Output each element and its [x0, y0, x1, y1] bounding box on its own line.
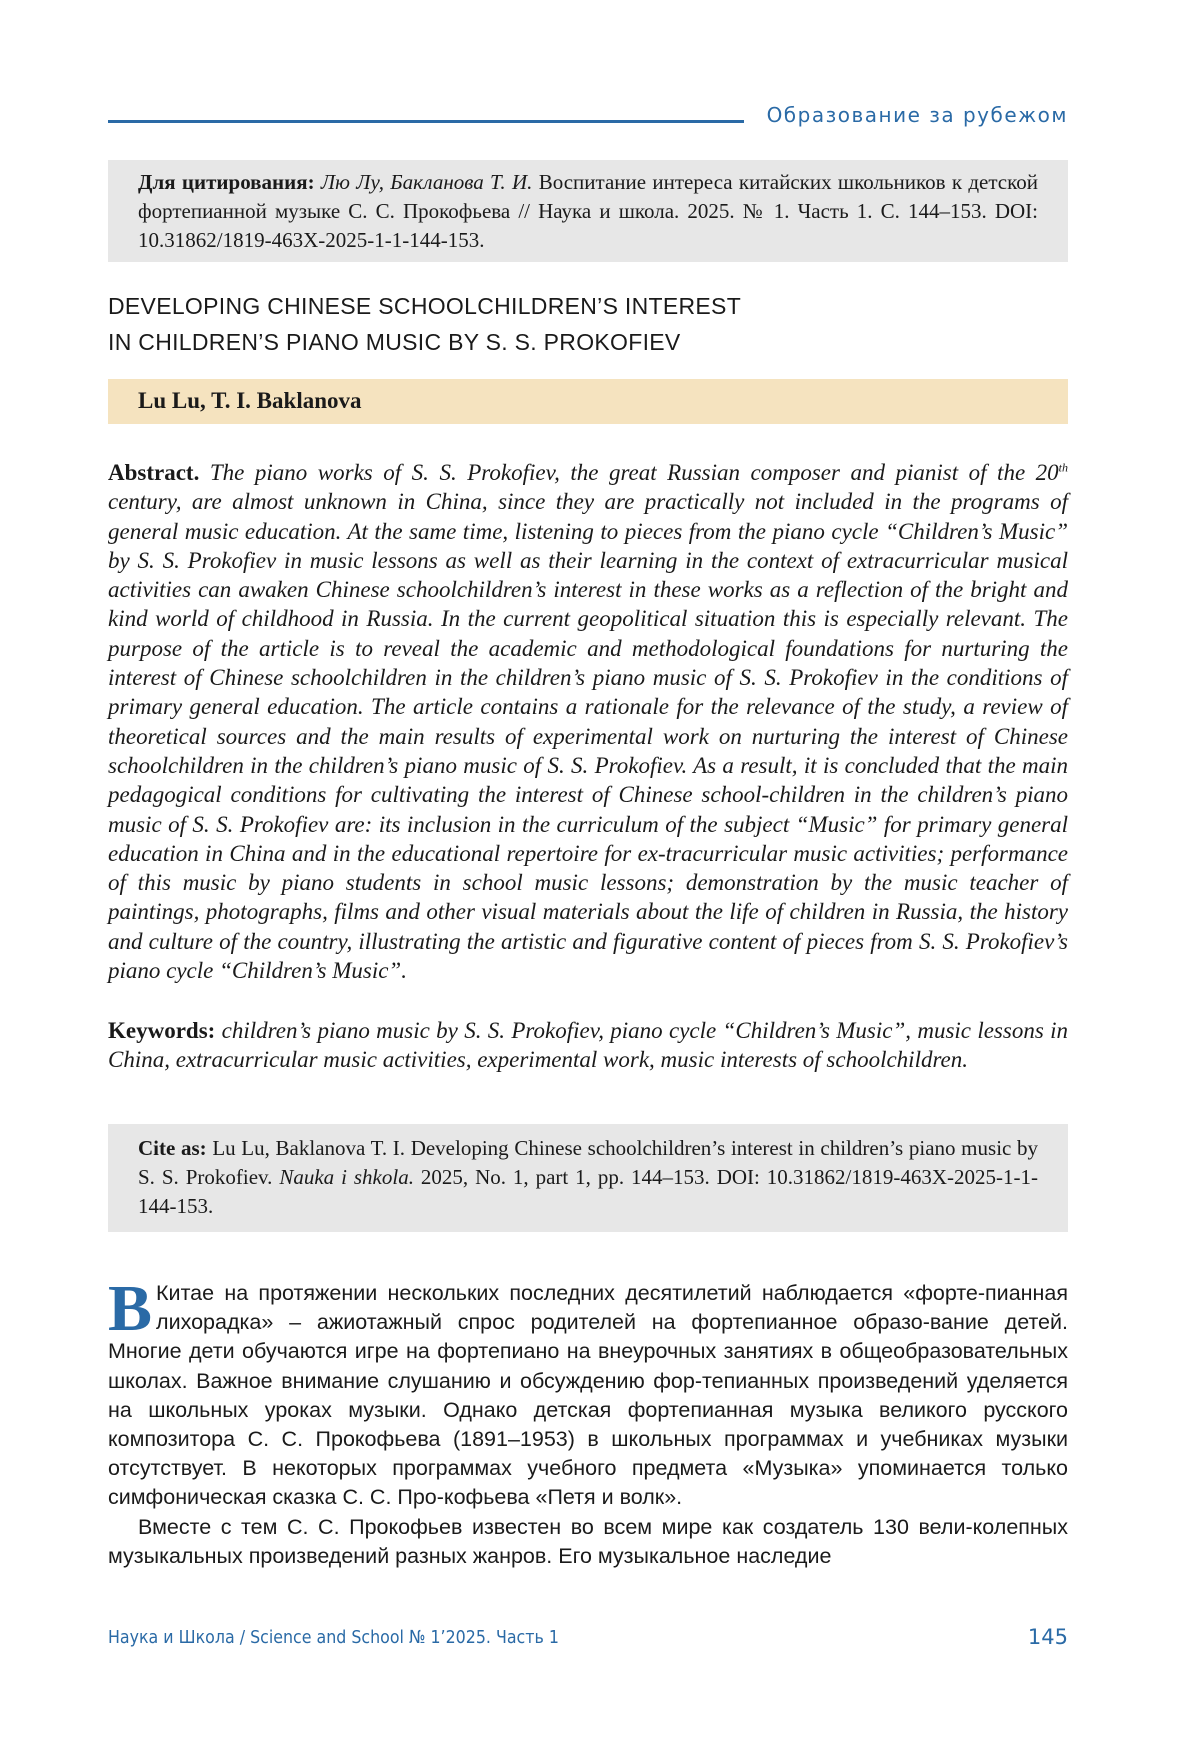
- keywords: [108, 1016, 1068, 1074]
- citation-ru-box: [108, 160, 1068, 262]
- citation-en-label: Cite as:: [138, 1136, 207, 1160]
- footer-journal-info: Наука и Школа / Science and School № 1’2025. Часть 1: [108, 1627, 559, 1648]
- abstract-text: [108, 460, 1068, 983]
- body-paragraph-2: Вместе с тем С. С. Прокофьев известен во всем мире как создатель 130 вели-колепных музыкальных произведений разных жанров. Его музыкальное наследие: [108, 1514, 1068, 1568]
- page-number: 145: [1027, 1625, 1068, 1649]
- body-text: [108, 1272, 1068, 1571]
- header-rule: [108, 120, 744, 123]
- abstract: [108, 458, 1068, 985]
- article-authors: Lu Lu, T. I. Baklanova: [108, 379, 1068, 424]
- article-title-line-2: IN CHILDREN’S PIANO MUSIC BY S. S. PROKOFIEV: [108, 329, 681, 355]
- citation-ru-label: Для цитирования:: [138, 170, 315, 194]
- keywords-text: children’s piano music by S. S. Prokofiev, piano cycle “Children’s Music”, music lessons in China, extracurricular music activities, experimental work, music interests of schoolchildren.: [108, 1018, 1069, 1072]
- drop-cap: В: [108, 1272, 153, 1345]
- citation-en-text: Lu Lu, Baklanova T. I. Developing Chinese schoolchildren’s interest in children’s piano music by S. S. Prokofiev.: [138, 1136, 1039, 1189]
- keywords-label: Keywords:: [108, 1018, 216, 1043]
- section-title: Образование за рубежом: [766, 103, 1068, 127]
- article-title: [108, 288, 1068, 360]
- citation-ru-text: Воспитание интереса китайских школьников к детской фортепианной музыке С. С. Прокофьева // Наука и школа. 2025. № 1. Часть 1. С. 144–153. DOI: 10.31862/1819-463X-2025-1-1-144-153.: [138, 170, 1038, 252]
- abstract-text-part-1: The piano works of S. S. Prokofiev, the great Russian composer and pianist of the 20: [209, 460, 1059, 485]
- body-paragraph-1-text: Китае на протяжении нескольких последних десятилетий наблюдается «форте-пианная лихорадка» – ажиотажный спрос родителей на фортепианное образо-вание детей. Многие дети обучаются игре на фортепиано на внеурочных занятиях в общеобразовательных школах. Важное внимание слушанию и обсуждению фор-тепианных произведений уделяется на школьных уроках музыки. Однако детская фортепианная музыка великого русского композитора С. С. Прокофьева (1891–1953) в школьных программах и учебниках музыки отсутствует. В некоторых программах учебного предмета «Музыка» упоминается только симфоническая сказка С. С. Про-кофьева «Петя и волк».: [108, 1281, 1068, 1510]
- body-paragraph-1: [108, 1272, 1068, 1513]
- abstract-superscript: th: [1058, 460, 1069, 475]
- citation-en-text-end: 2025, No. 1, part 1, pp. 144–153. DOI: 10.31862/1819-463X-2025-1-1-144-153.: [138, 1165, 1038, 1218]
- citation-en-journal: Nauka i shkola.: [279, 1165, 414, 1189]
- article-title-line-1: DEVELOPING CHINESE SCHOOLCHILDREN’S INTEREST: [108, 293, 742, 319]
- abstract-label: Abstract.: [108, 460, 200, 485]
- citation-ru-authors: Лю Лу, Бакланова Т. И.: [320, 170, 533, 194]
- citation-en-box: [108, 1124, 1068, 1232]
- abstract-text-part-2: century, are almost unknown in China, since they are practically not included in the programs of general music education. At the same time, listening to pieces from the piano cycle “Children’s Music” by S. S. Prokofiev in music lessons as well as their learning in the context of extracurricular musical activities can awaken Chinese schoolchildren’s interest in these works as a reflection of the bright and kind world of childhood in Russia. In the current geopolitical situation this is especially relevant. The purpose of the article is to reveal the academic and methodological foundations for nurturing the interest of Chinese schoolchildren in the children’s piano music of S. S. Prokofiev in the conditions of primary general education. The article contains a rationale for the relevance of the study, a review of theoretical sources and the main results of experimental work on nurturing the interest of Chinese schoolchildren in the children’s piano music of S. S. Prokofiev. As a result, it is concluded that the main pedagogical conditions for cultivating the interest of Chinese school-children in the children’s piano music of S. S. Prokofiev are: its inclusion in the curriculum of the subject “Music” for primary general education in China and in the educational repertoire for ex-tracurricular music activities; performance of this music by piano students in school music lessons; demonstration by the music teacher of paintings, photographs, films and other visual materials about the life of children in Russia, the history and culture of the country, illustrating the artistic and figurative content of pieces from S. S. Prokofiev’s piano cycle “Children’s Music”.: [108, 489, 1068, 984]
